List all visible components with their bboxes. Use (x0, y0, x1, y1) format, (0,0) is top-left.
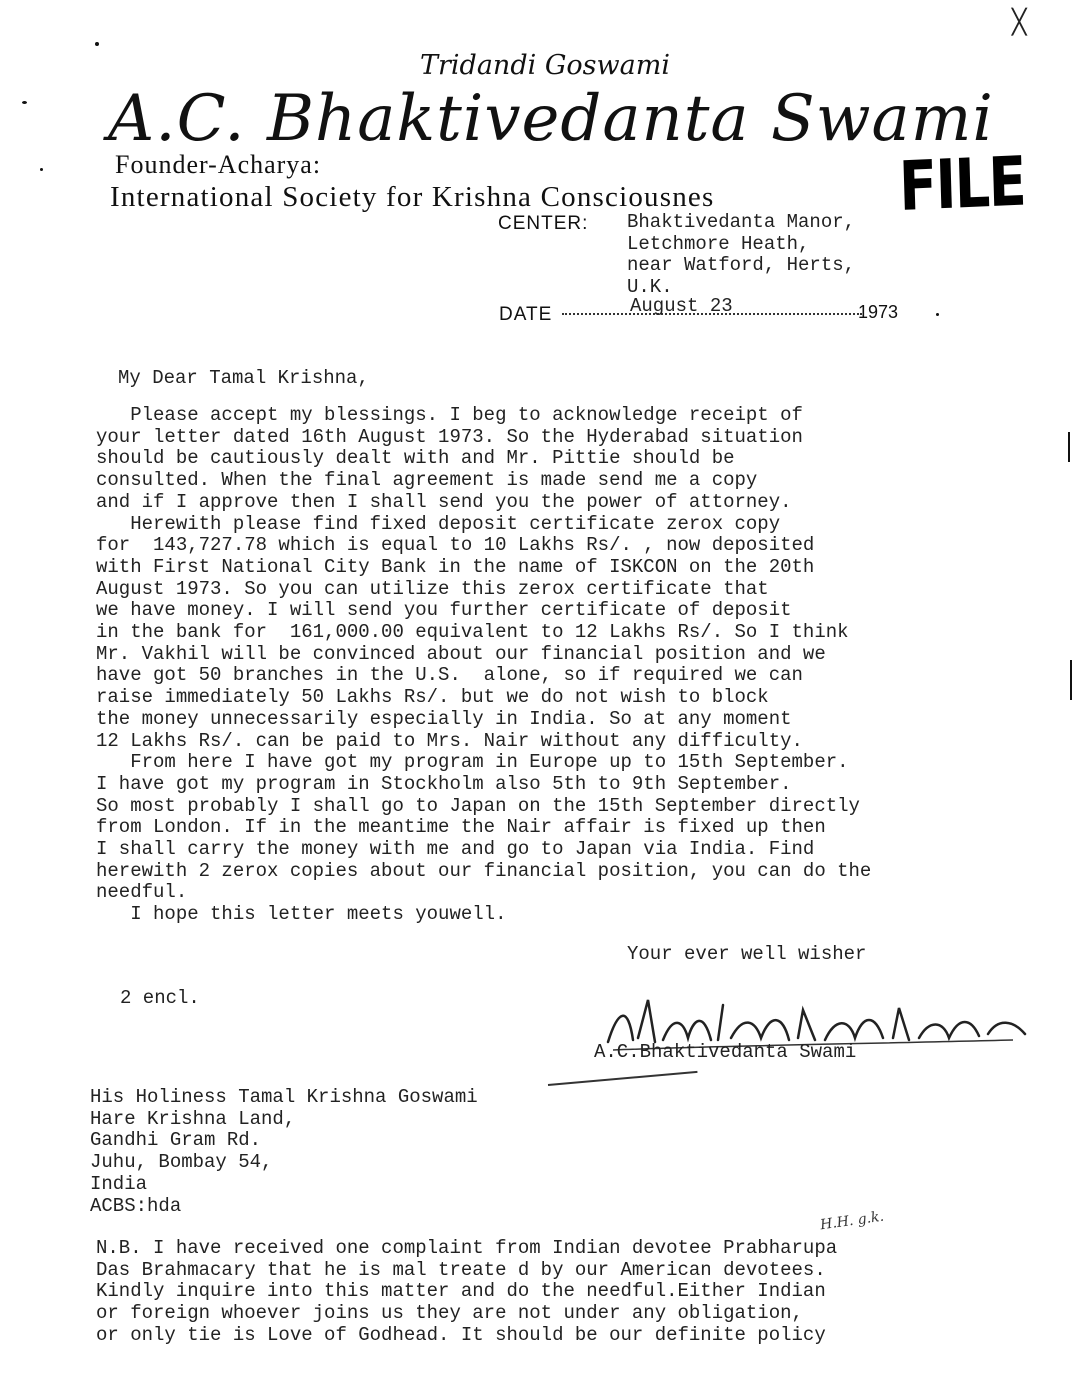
recipient-address: His Holiness Tamal Krishna Goswami Hare Krishna Land, Gandhi Gram Rd. Juhu, Bombay 54, India ACBS:hda (90, 1086, 478, 1217)
scan-speck (1070, 660, 1072, 700)
scan-speck (40, 168, 43, 171)
date-year-suffix: 73 (878, 302, 899, 322)
letter-body: Please accept my blessings. I beg to acknowledge receipt of your letter dated 16th August 1973. So the Hyderabad situation should be cautiously dealt with and Mr. Pittie should be consulted. When the final agreement is made send me a copy and if I approve then I shall send you the power of attorney. Herewith please find fixed deposit certificate zerox copy for 143,727.78 which is equal to 10 Lakhs Rs/. , now deposited with First National City Bank in the name of ISKCON on the 20th August 1973. So you can utilize this zerox certificate that we have money. I will send you further certificate of deposit in the bank for 161,000.00 equivalent to 12 Lakhs Rs/. So I think Mr. Vakhil will be convinced about our financial position and we have got 50 branches in the U.S. alone, so if required we can raise immediately 50 Lakhs Rs/. but we do not wish to block the money unnecessarily especially in India. So at any moment 12 Lakhs Rs/. can be paid to Mrs. Nair without any difficulty. From here I have got my program in Europe up to 15th September. I have got my program in Stockholm also 5th to 9th September. So most probably I shall go to Japan on the 15th September directly from London. If in the meantime the Nair affair is fixed up then I shall carry the money with me and go to Japan via India. Find herewith 2 zerox copies about our financial position, you can do the needful. I hope this letter meets youwell. (96, 404, 872, 926)
letterhead-name: A.C. Bhaktivedanta Swami (108, 82, 994, 156)
file-stamp: FILE (898, 142, 1027, 227)
date-year-prefix: 19 (858, 302, 879, 322)
letterhead-tridandi: Tridandi Goswami (420, 50, 670, 81)
date-year (858, 302, 898, 323)
corner-mark: ╳ (1012, 8, 1027, 36)
handwritten-initials: H.H. g.k. (819, 1208, 885, 1234)
center-label: CENTER: (498, 213, 589, 234)
letterhead-society: International Society for Krishna Consciousnes (110, 181, 715, 213)
scan-speck (1068, 432, 1070, 462)
scan-speck (936, 313, 939, 316)
date-value: August 23 (630, 295, 733, 317)
pen-stroke (548, 1071, 698, 1086)
closing: Your ever well wisher (627, 943, 867, 965)
salutation: My Dear Tamal Krishna, (118, 367, 369, 389)
enclosure-note: 2 encl. (120, 987, 200, 1009)
signatory-name: A.C.Bhaktivedanta Swami (594, 1041, 857, 1063)
handwritten-signature (585, 972, 1035, 1042)
nb-postscript: N.B. I have received one complaint from Indian devotee Prabharupa Das Brahmacary that he is mal treate d by our American devotees. Kindly inquire into this matter and do the needful.Either Indian or foreign whoever joins us they are not under any obligation, or only tie is Love of Godhead. It should be our definite policy (96, 1237, 838, 1346)
scan-speck (95, 42, 99, 46)
date-label: DATE (499, 304, 553, 325)
center-address: Bhaktivedanta Manor, Letchmore Heath, near Watford, Herts, U.K. (627, 211, 856, 299)
letterhead-founder-title: Founder-Acharya: (115, 150, 322, 179)
scan-speck (22, 101, 27, 104)
